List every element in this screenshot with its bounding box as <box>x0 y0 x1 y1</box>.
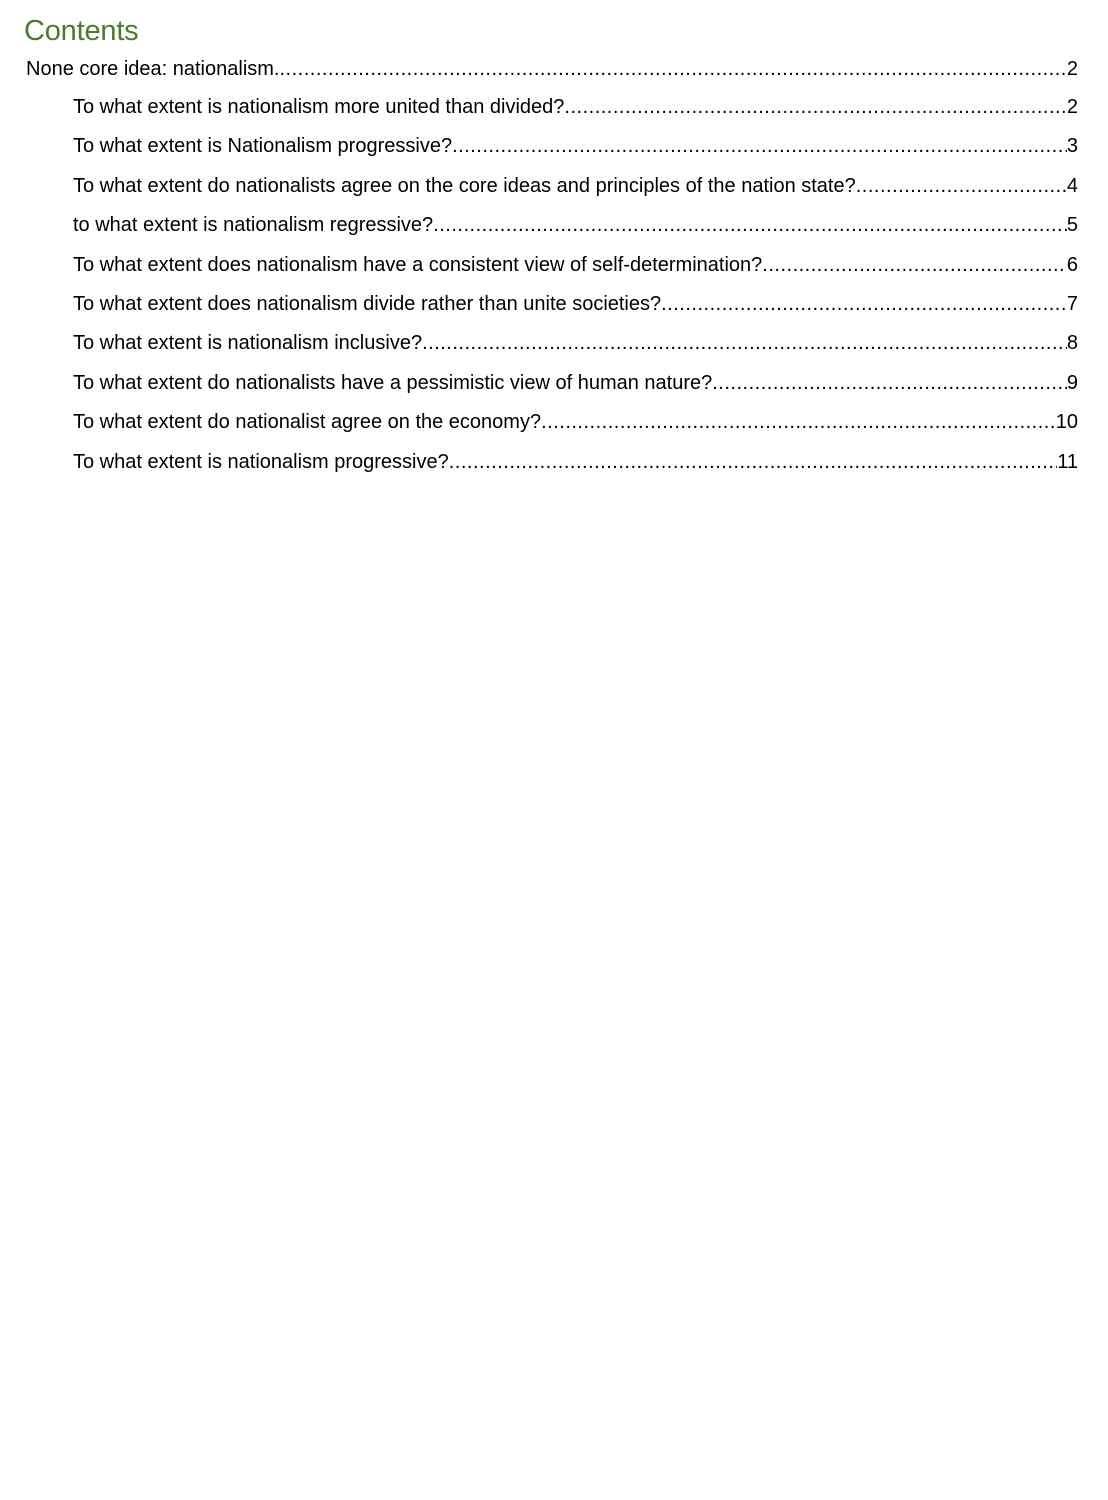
table-of-contents <box>26 51 1078 483</box>
dot-leader <box>422 325 1067 361</box>
dot-leader <box>712 365 1067 401</box>
toc-entry-page: 8 <box>1066 332 1078 355</box>
dot-leader <box>449 444 1057 480</box>
toc-entry-page: 3 <box>1066 135 1078 158</box>
dot-leader <box>564 89 1066 125</box>
toc-entry-title: To what extent is nationalism progressive? <box>73 450 449 473</box>
toc-entry-page: 10 <box>1055 411 1078 434</box>
toc-entry[interactable] <box>26 168 1078 207</box>
toc-entry[interactable] <box>26 286 1078 325</box>
toc-entry[interactable] <box>26 444 1078 483</box>
toc-entry-title: To what extent is Nationalism progressive? <box>73 135 453 158</box>
toc-entry[interactable] <box>26 247 1078 286</box>
dot-leader <box>762 247 1067 283</box>
toc-entry-title: to what extent is nationalism regressive? <box>73 214 434 237</box>
dot-leader <box>452 128 1067 164</box>
dot-leader <box>661 286 1067 322</box>
toc-entry[interactable] <box>26 207 1078 246</box>
toc-entry[interactable] <box>26 128 1078 167</box>
dot-leader <box>433 207 1067 243</box>
toc-entry[interactable] <box>26 51 1078 89</box>
toc-entry[interactable] <box>26 365 1078 404</box>
toc-entry-title: To what extent is nationalism inclusive? <box>73 332 423 355</box>
toc-entry-title: To what extent does nationalism have a consistent view of self-determination? <box>73 253 763 276</box>
toc-entry-page: 9 <box>1066 371 1078 394</box>
toc-entry-page: 2 <box>1066 96 1078 118</box>
dot-leader <box>541 404 1056 440</box>
toc-entry-page: 7 <box>1066 292 1078 315</box>
toc-entry-title: To what extent is nationalism more united than divided? <box>73 96 565 118</box>
toc-entry-title: To what extent does nationalism divide rather than unite societies? <box>73 292 662 315</box>
dot-leader <box>856 168 1067 204</box>
toc-heading: Contents <box>24 15 139 47</box>
toc-entry[interactable] <box>26 325 1078 364</box>
toc-entry-page: 2 <box>1066 58 1078 80</box>
toc-entry-page: 5 <box>1066 214 1078 237</box>
dot-leader <box>279 51 1066 87</box>
toc-entry[interactable] <box>26 89 1078 128</box>
toc-entry-page: 6 <box>1066 253 1078 276</box>
toc-entry-page: 4 <box>1066 174 1078 197</box>
toc-entry-title: To what extent do nationalists agree on the core ideas and principles of the nation state? <box>73 174 856 197</box>
toc-entry-title: To what extent do nationalists have a pessimistic view of human nature? <box>73 371 713 394</box>
toc-entry[interactable] <box>26 404 1078 443</box>
toc-entry-title: None core idea: nationalism. <box>26 58 280 80</box>
toc-entry-page: 11 <box>1057 450 1078 473</box>
toc-entry-title: To what extent do nationalist agree on the economy? <box>73 411 542 434</box>
